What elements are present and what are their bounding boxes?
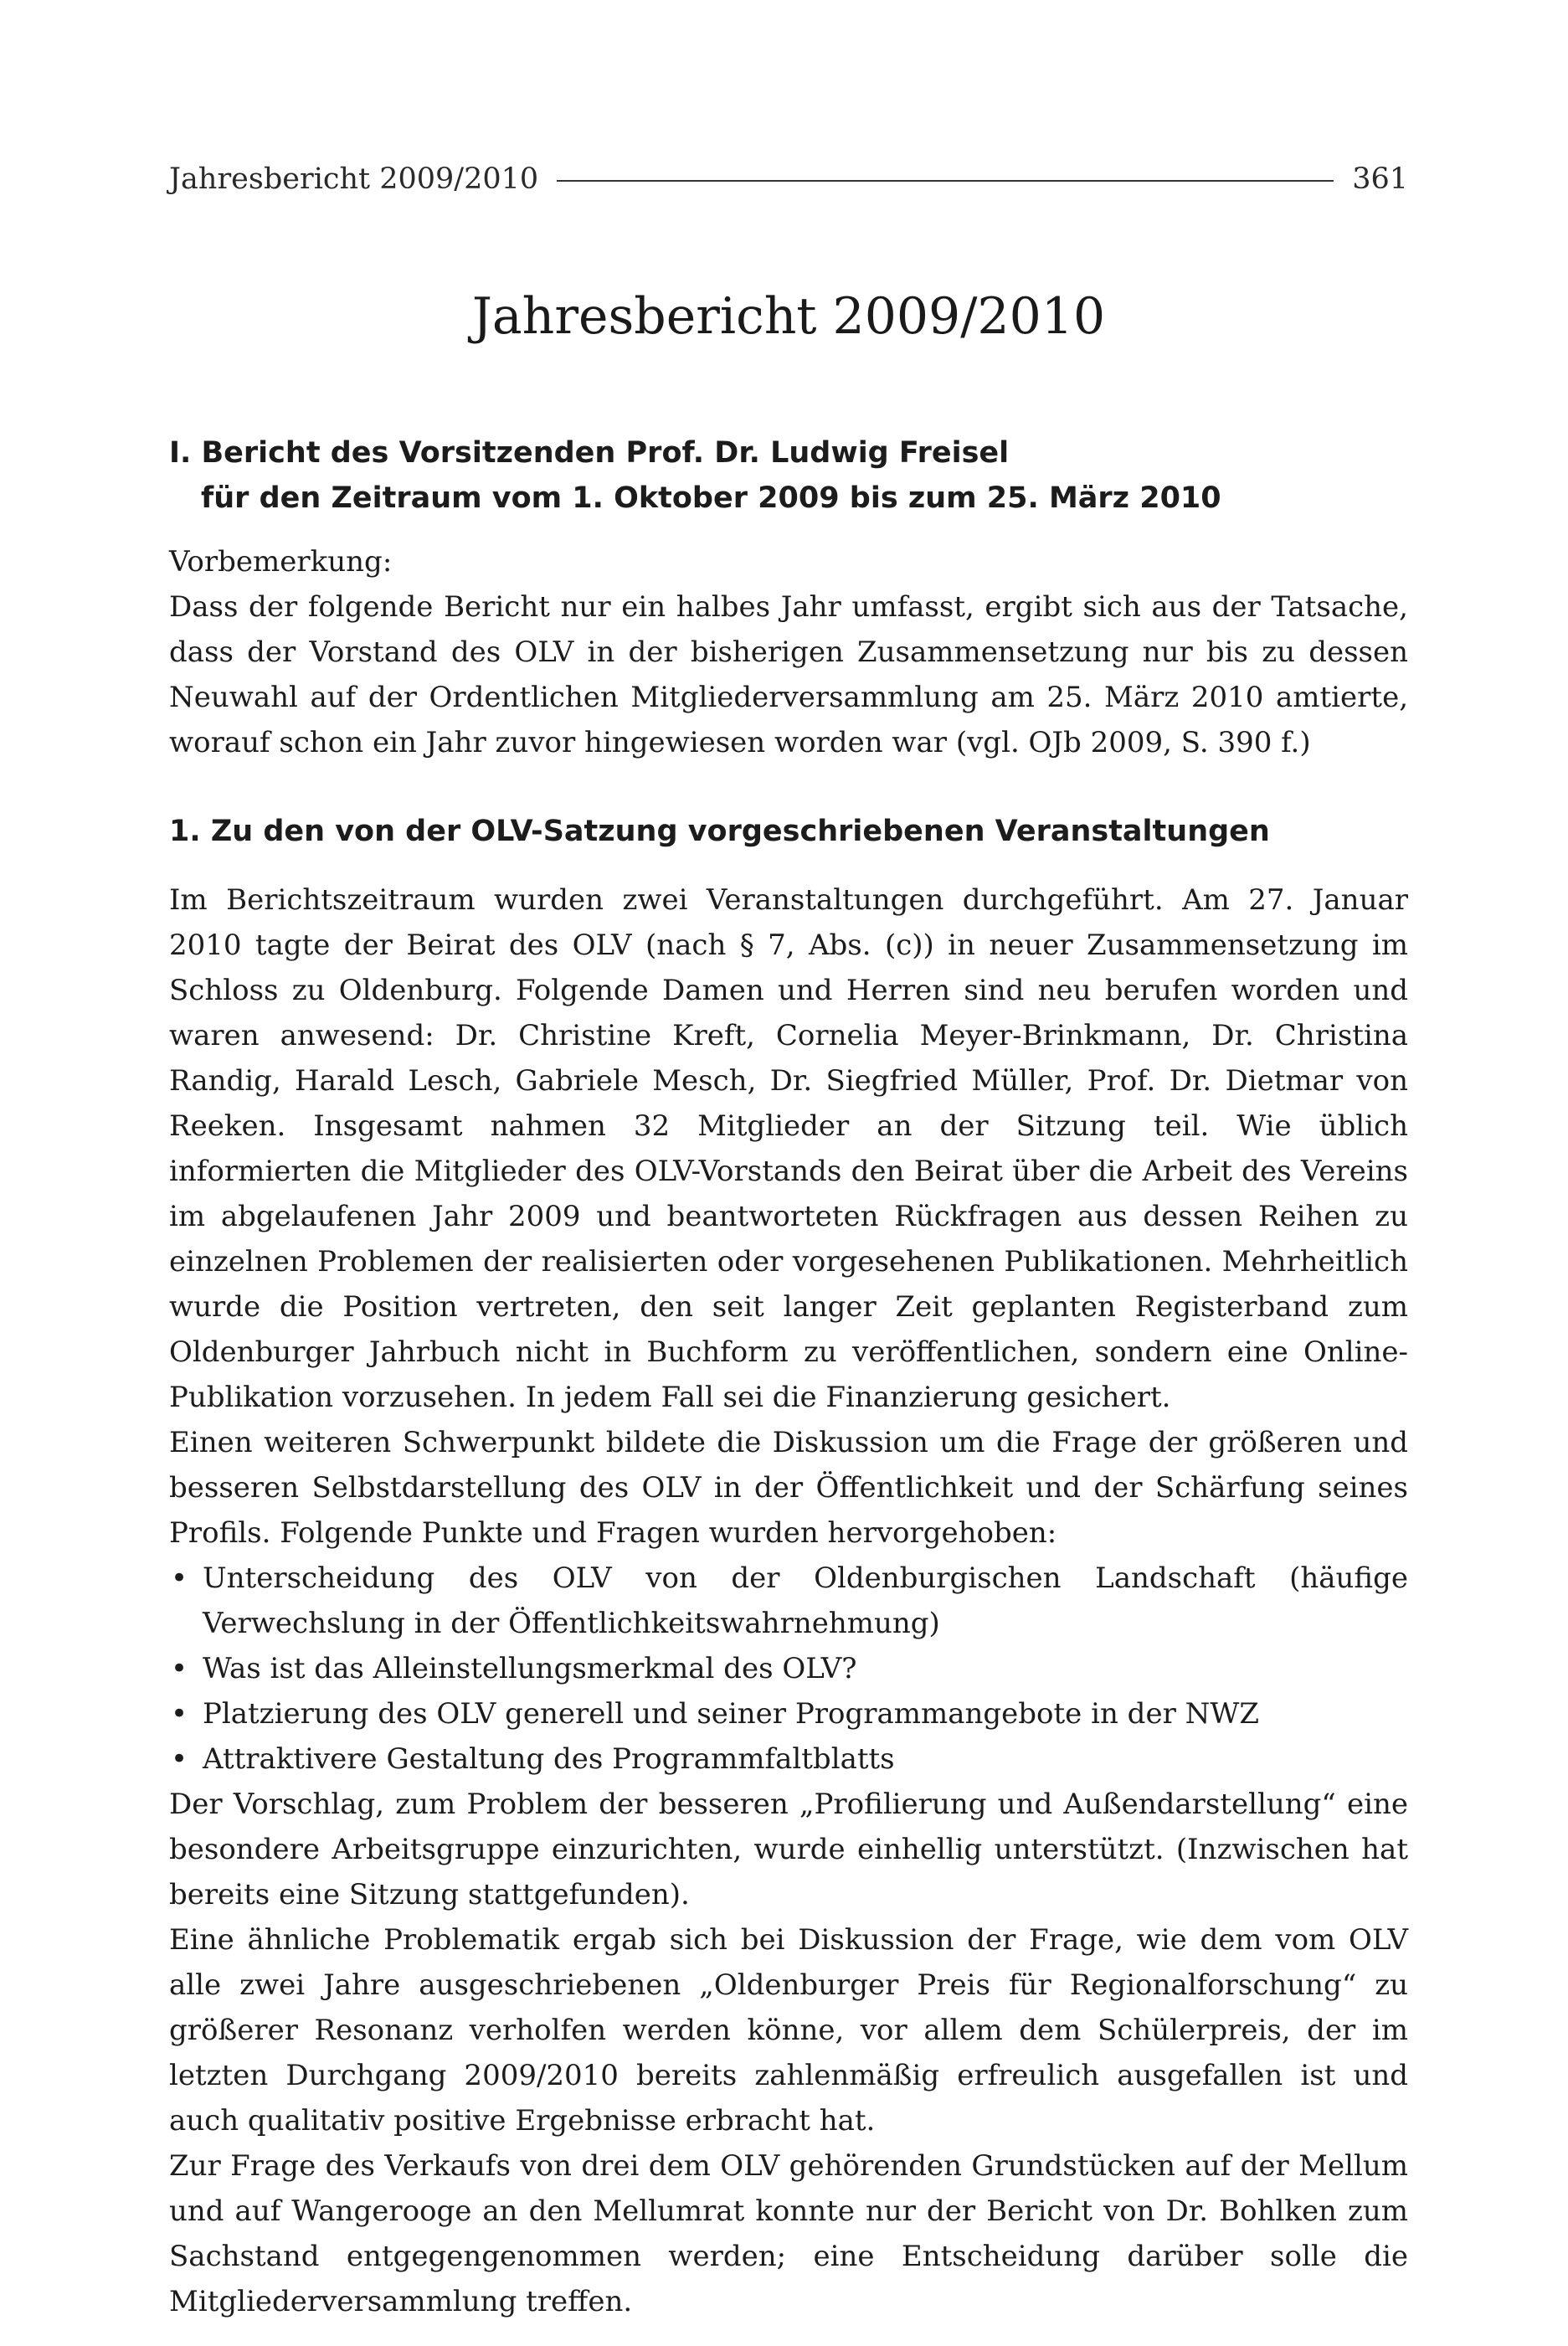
- paragraph: Im Berichtszeitraum wurden zwei Veranstaltungen durchgeführt. Am 27. Januar 2010 tagte der Beirat des OLV (nach § 7, Abs. (c)) in neuer Zusammensetzung im Schloss zu Oldenburg. Folgende Damen und Herren sind neu berufen worden und waren anwesend: Dr. Christine Kreft, Cornelia Meyer-Brinkmann, Dr. Christina Randig, Harald Lesch, Gabriele Mesch, Dr. Siegfried Müller, Prof. Dr. Dietmar von Reeken. Insgesamt nahmen 32 Mitglieder an der Sitzung teil. Wie üblich informierten die Mitglieder des OLV-Vorstands den Beirat über die Arbeit des Vereins im abgelaufenen Jahr 2009 und beantworteten Rückfragen aus dessen Reihen zu einzelnen Problemen der realisierten oder vorgesehenen Publikationen. Mehrheitlich wurde die Position vertreten, den seit langer Zeit geplanten Registerband zum Oldenburger Jahrbuch nicht in Buchform zu veröffentlichen, sondern eine Online-Publikation vorzusehen. In jedem Fall sei die Finanzierung gesichert.: [169, 883, 1408, 1414]
- paragraph: Der Vorschlag, zum Problem der besseren „Profilierung und Außendarstellung“ eine besondere Arbeitsgruppe einzurichten, wurde einhellig unterstützt. (Inzwischen hat bereits eine Sitzung stattgefunden).: [169, 1788, 1408, 1911]
- page-title: Jahresbericht 2009/2010: [471, 287, 1106, 346]
- running-head-rule: [557, 180, 1334, 182]
- paragraph: Zur Frage des Verkaufs von drei dem OLV gehörenden Grundstücken auf der Mellum und auf Wangerooge an den Mellumrat konnte nur der Bericht von Dr. Bohlken zum Sachstand entgegengenommen werden; eine Entscheidung darüber solle die Mitgliederversammlung treffen.: [169, 2149, 1408, 2318]
- paragraph: Eine ähnliche Problematik ergab sich bei Diskussion der Frage, wie dem vom OLV alle zwei Jahre ausgeschriebenen „Oldenburger Preis für Regionalforschung“ zu größerer Resonanz verholfen werden könne, vor allem dem Schülerpreis, der im letzten Durchgang 2009/2010 bereits zahlenmäßig erfreulich ausgefallen ist und auch qualitativ positive Ergebnisse erbracht hat.: [169, 1923, 1408, 2138]
- section-heading: 1. Zu den von der OLV-Satzung vorgeschriebenen Veranstaltungen: [169, 815, 1270, 848]
- bullet-item: • Unterscheidung des OLV von der Oldenburgischen Landschaft (häufige Verwechslung in der Öffentlichkeitswahrnehmung): [169, 1556, 1408, 1646]
- report-heading: [169, 430, 1408, 521]
- bullet-item: • Attraktivere Gestaltung des Programmfaltblatts: [169, 1736, 1408, 1782]
- page-number: 361: [1352, 162, 1408, 196]
- preface-label: Vorbemerkung:: [169, 545, 393, 579]
- document-page: [169, 159, 1408, 2319]
- report-heading-line-1: I. Bericht des Vorsitzenden Prof. Dr. Ludwig Freisel: [169, 436, 1010, 470]
- paragraph: Einen weiteren Schwerpunkt bildete die Diskussion um die Frage der größeren und besseren Selbstdarstellung des OLV in der Öffentlichkeit und der Schärfung seines Profils. Folgende Punkte und Fragen wurden hervorgehoben:: [169, 1426, 1408, 1550]
- bullet-item: • Was ist das Alleinstellungsmerkmal des OLV?: [169, 1646, 1408, 1691]
- running-head: [169, 159, 1408, 199]
- bullet-list: [169, 1556, 1408, 1782]
- preface-text: Dass der folgende Bericht nur ein halbes Jahr umfasst, ergibt sich aus der Tatsache, dass der Vorstand des OLV in der bisherigen Zusammensetzung nur bis zu dessen Neuwahl auf der Ordentlichen Mitgliederversammlung am 25. März 2010 amtierte, worauf schon ein Jahr zuvor hingewiesen worden war (vgl. OJb 2009, S. 390 f.): [169, 590, 1408, 759]
- running-head-title: Jahresbericht 2009/2010: [169, 162, 539, 196]
- report-heading-line-2: für den Zeitraum vom 1. Oktober 2009 bis zum 25. März 2010: [201, 481, 1221, 515]
- bullet-item: • Platzierung des OLV generell und seiner Programmangebote in der NWZ: [169, 1691, 1408, 1736]
